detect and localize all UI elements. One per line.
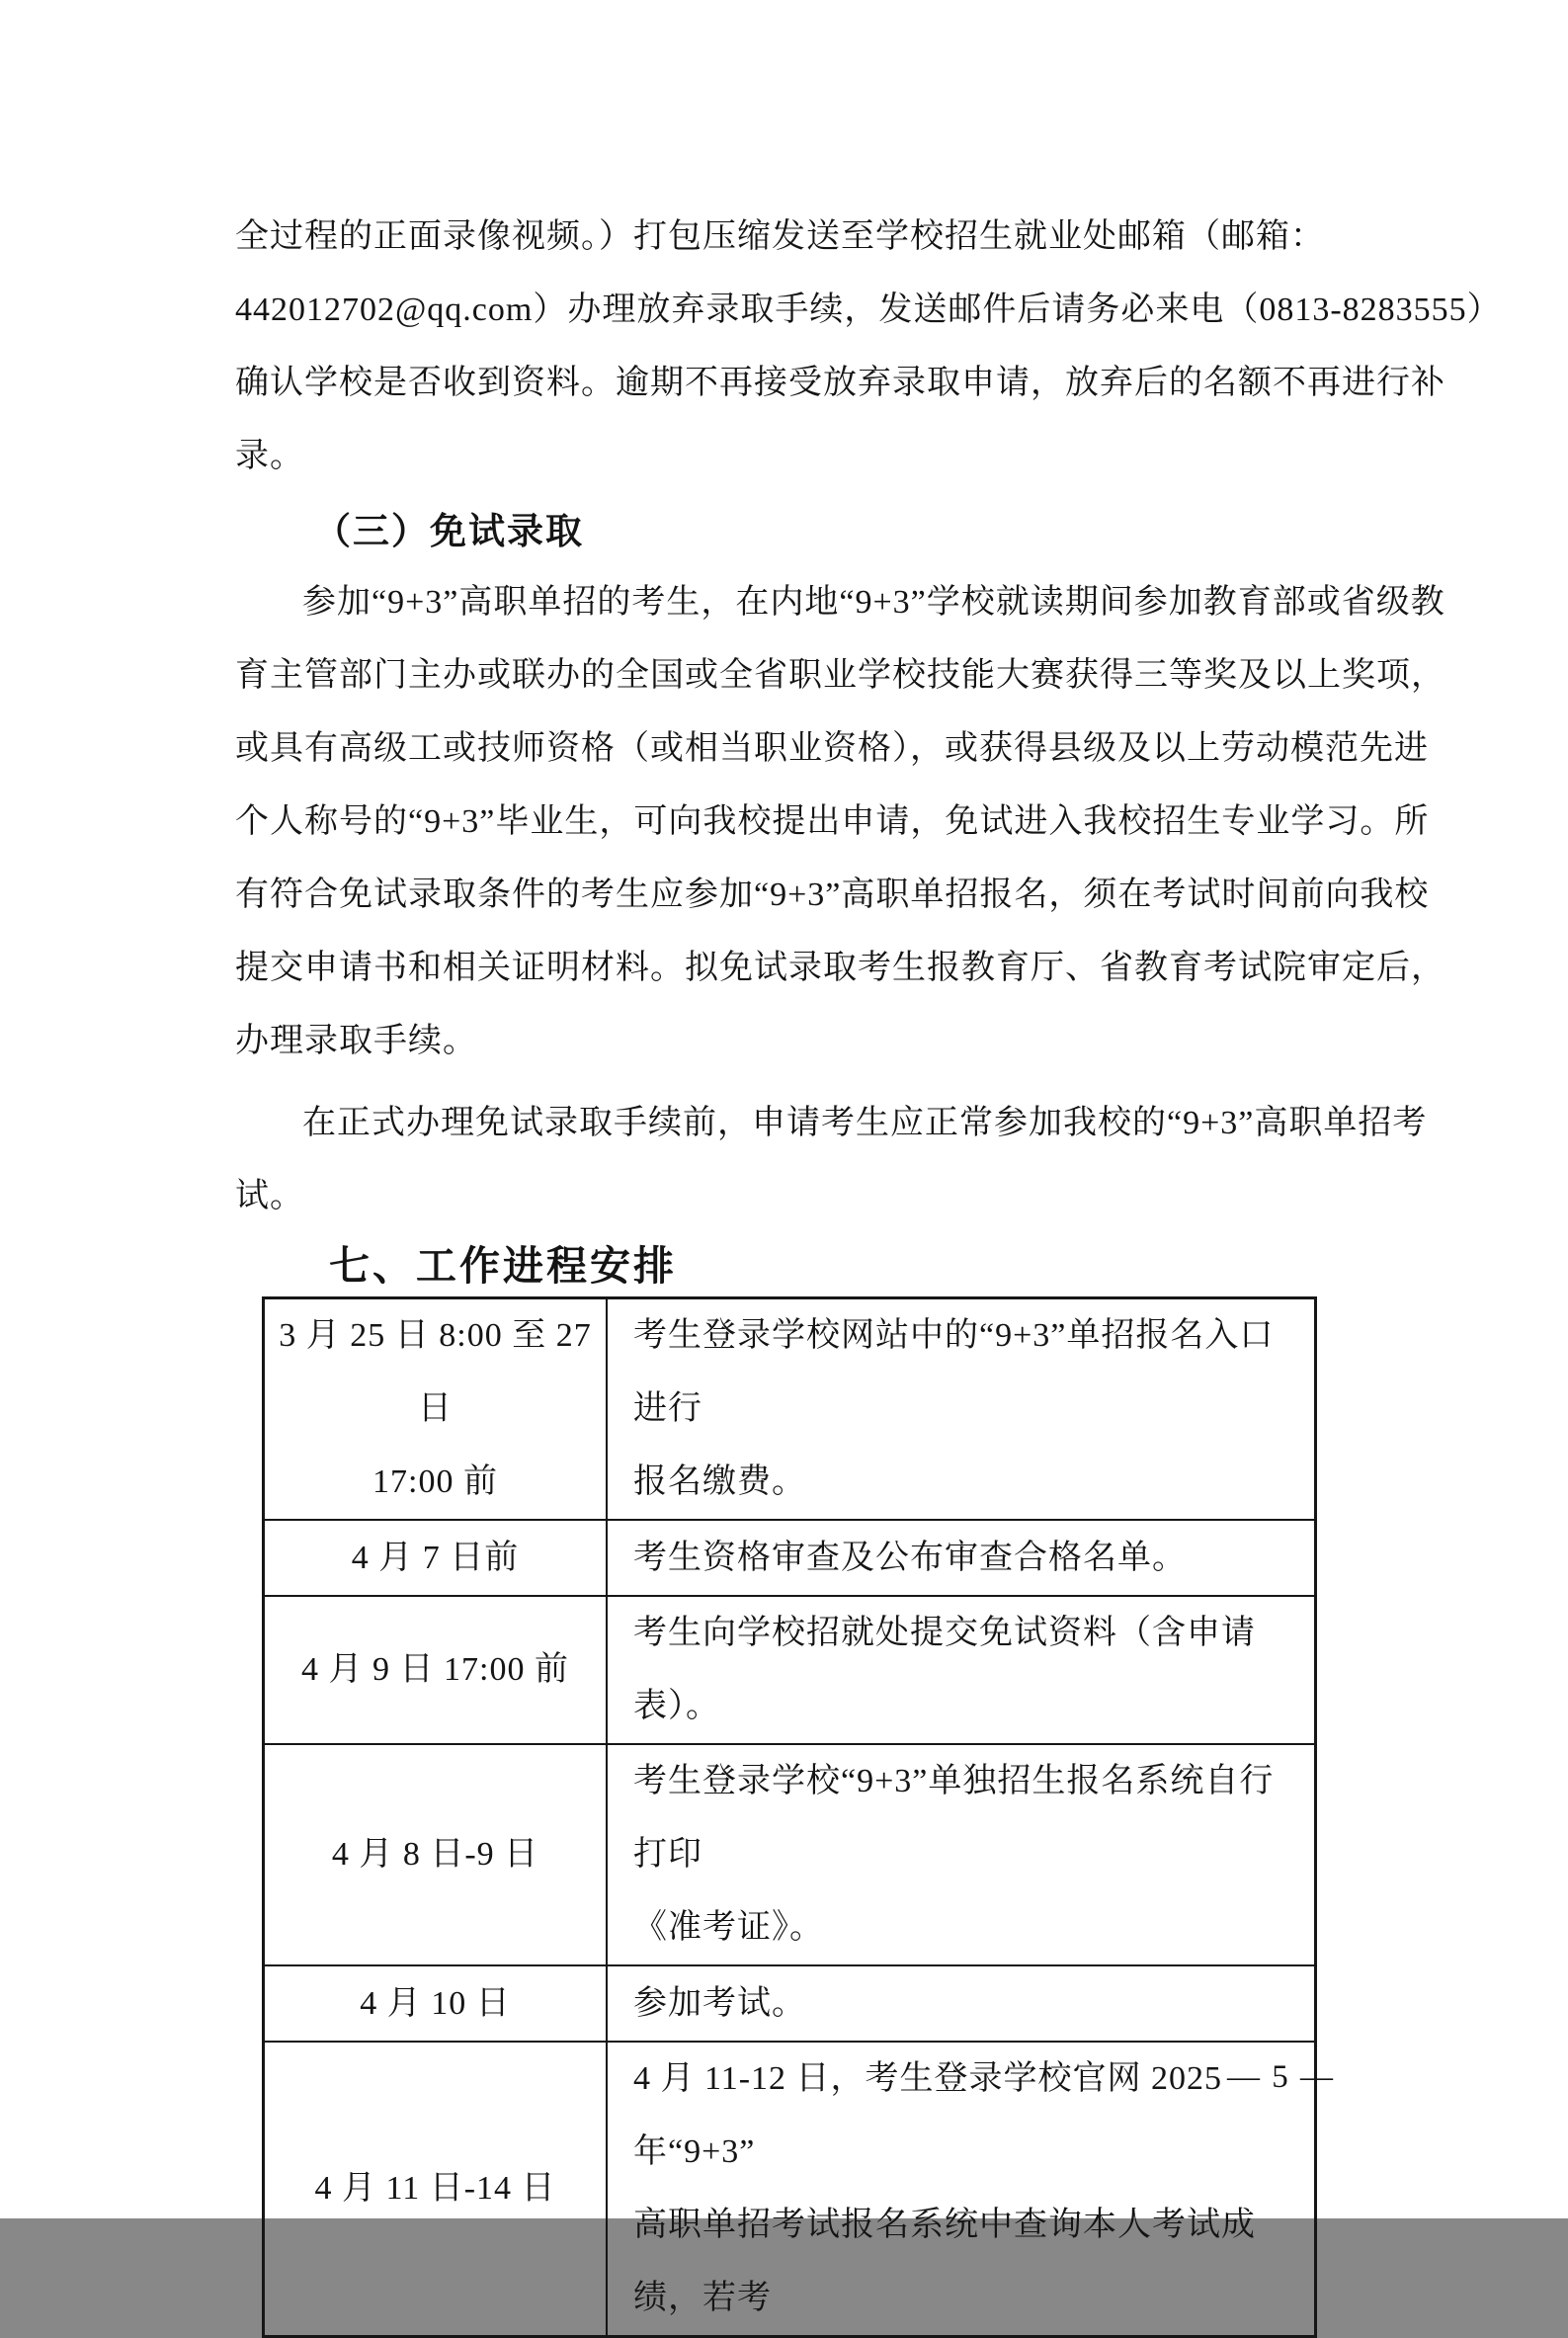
paragraph-line: 全过程的正面录像视频。）打包压缩发送至学校招生就业处邮箱（邮箱： xyxy=(235,218,1325,255)
paragraph-line: 确认学校是否收到资料。逾期不再接受放弃录取申请，放弃后的名额不再进行补 xyxy=(235,365,1445,401)
task-cell xyxy=(607,1596,1316,1744)
time-cell xyxy=(264,1520,608,1596)
paragraph-line: 在正式办理免试录取手续前，申请考生应正常参加我校的“9+3”高职单招考 xyxy=(302,1105,1428,1141)
cell-line: 17:00 前 xyxy=(372,1463,498,1500)
paragraph-line: 办理录取手续。 xyxy=(235,1023,477,1059)
task-cell xyxy=(607,1520,1316,1596)
time-cell xyxy=(264,1965,608,2042)
table-row xyxy=(264,1298,1316,1521)
cell-line: 4 月 9 日 17:00 前 xyxy=(301,1651,569,1688)
section-heading-exemption: （三）免试录取 xyxy=(314,511,584,551)
cell-line: 报名缴费。 xyxy=(633,1463,806,1500)
paragraph-line: 参加“9+3”高职单招的考生，在内地“9+3”学校就读期间参加教育部或省级教 xyxy=(302,584,1445,621)
cell-line: 考生向学校招就处提交免试资料（含申请表）。 xyxy=(633,1615,1256,1724)
chapter-heading-schedule: 七、工作进程安排 xyxy=(329,1243,677,1289)
page-number: — 5 — xyxy=(1227,2059,1335,2095)
paragraph-exam xyxy=(235,1087,1428,1233)
table-row xyxy=(264,1965,1316,2042)
cell-line: 考生登录学校网站中的“9+3”单招报名入口进行 xyxy=(633,1317,1275,1427)
task-cell xyxy=(607,1965,1316,2042)
table-row xyxy=(264,1520,1316,1596)
paragraph-line: 有符合免试录取条件的考生应参加“9+3”高职单招报名，须在考试时间前向我校 xyxy=(235,877,1430,913)
table-row xyxy=(264,1596,1316,1744)
paragraph-continuation xyxy=(235,201,1502,493)
cell-line: 《准考证》。 xyxy=(633,1909,824,1946)
cell-line: 4 月 11-12 日，考生登录学校官网 2025 年“9+3” xyxy=(633,2060,1223,2170)
paragraph-line: 或具有高级工或技师资格（或相当职业资格），或获得县级及以上劳动模范先进 xyxy=(235,730,1429,767)
paragraph-line: 试。 xyxy=(235,1178,304,1214)
time-cell xyxy=(264,1596,608,1744)
cell-line: 高职单招考试报名系统中查询本人考试成绩，若考 xyxy=(633,2207,1256,2316)
cell-line: 4 月 7 日前 xyxy=(351,1539,520,1576)
paragraph-line: 录。 xyxy=(235,438,304,474)
cell-line: 3 月 25 日 8:00 至 27 日 xyxy=(279,1317,592,1427)
paragraph-line: 个人称号的“9+3”毕业生，可向我校提出申请，免试进入我校招生专业学习。所 xyxy=(235,803,1430,840)
task-cell xyxy=(607,1298,1316,1521)
paragraph-line: 育主管部门主办或联办的全国或全省职业学校技能大赛获得三等奖及以上奖项， xyxy=(235,657,1445,694)
table-row xyxy=(264,1744,1316,1965)
cell-line: 4 月 11 日-14 日 xyxy=(314,2170,556,2207)
task-cell xyxy=(607,1744,1316,1965)
time-cell xyxy=(264,1298,608,1521)
time-cell xyxy=(264,1744,608,1965)
paragraph-exemption xyxy=(235,566,1445,1078)
paragraph-line: 442012702@qq.com）办理放弃录取手续，发送邮件后请务必来电（0813-8283555） xyxy=(235,292,1502,328)
cell-line: 4 月 10 日 xyxy=(360,1984,511,2022)
cell-line: 4 月 8 日-9 日 xyxy=(331,1836,539,1873)
schedule-table xyxy=(262,1296,1317,2338)
cell-line: 考生登录学校“9+3”单独招生报名系统自行打印 xyxy=(633,1763,1275,1873)
paragraph-line: 提交申请书和相关证明材料。拟免试录取考生报教育厅、省教育考试院审定后， xyxy=(235,950,1445,986)
cell-line: 考生资格审查及公布审查合格名单。 xyxy=(633,1539,1187,1576)
cell-line: 参加考试。 xyxy=(633,1984,806,2022)
